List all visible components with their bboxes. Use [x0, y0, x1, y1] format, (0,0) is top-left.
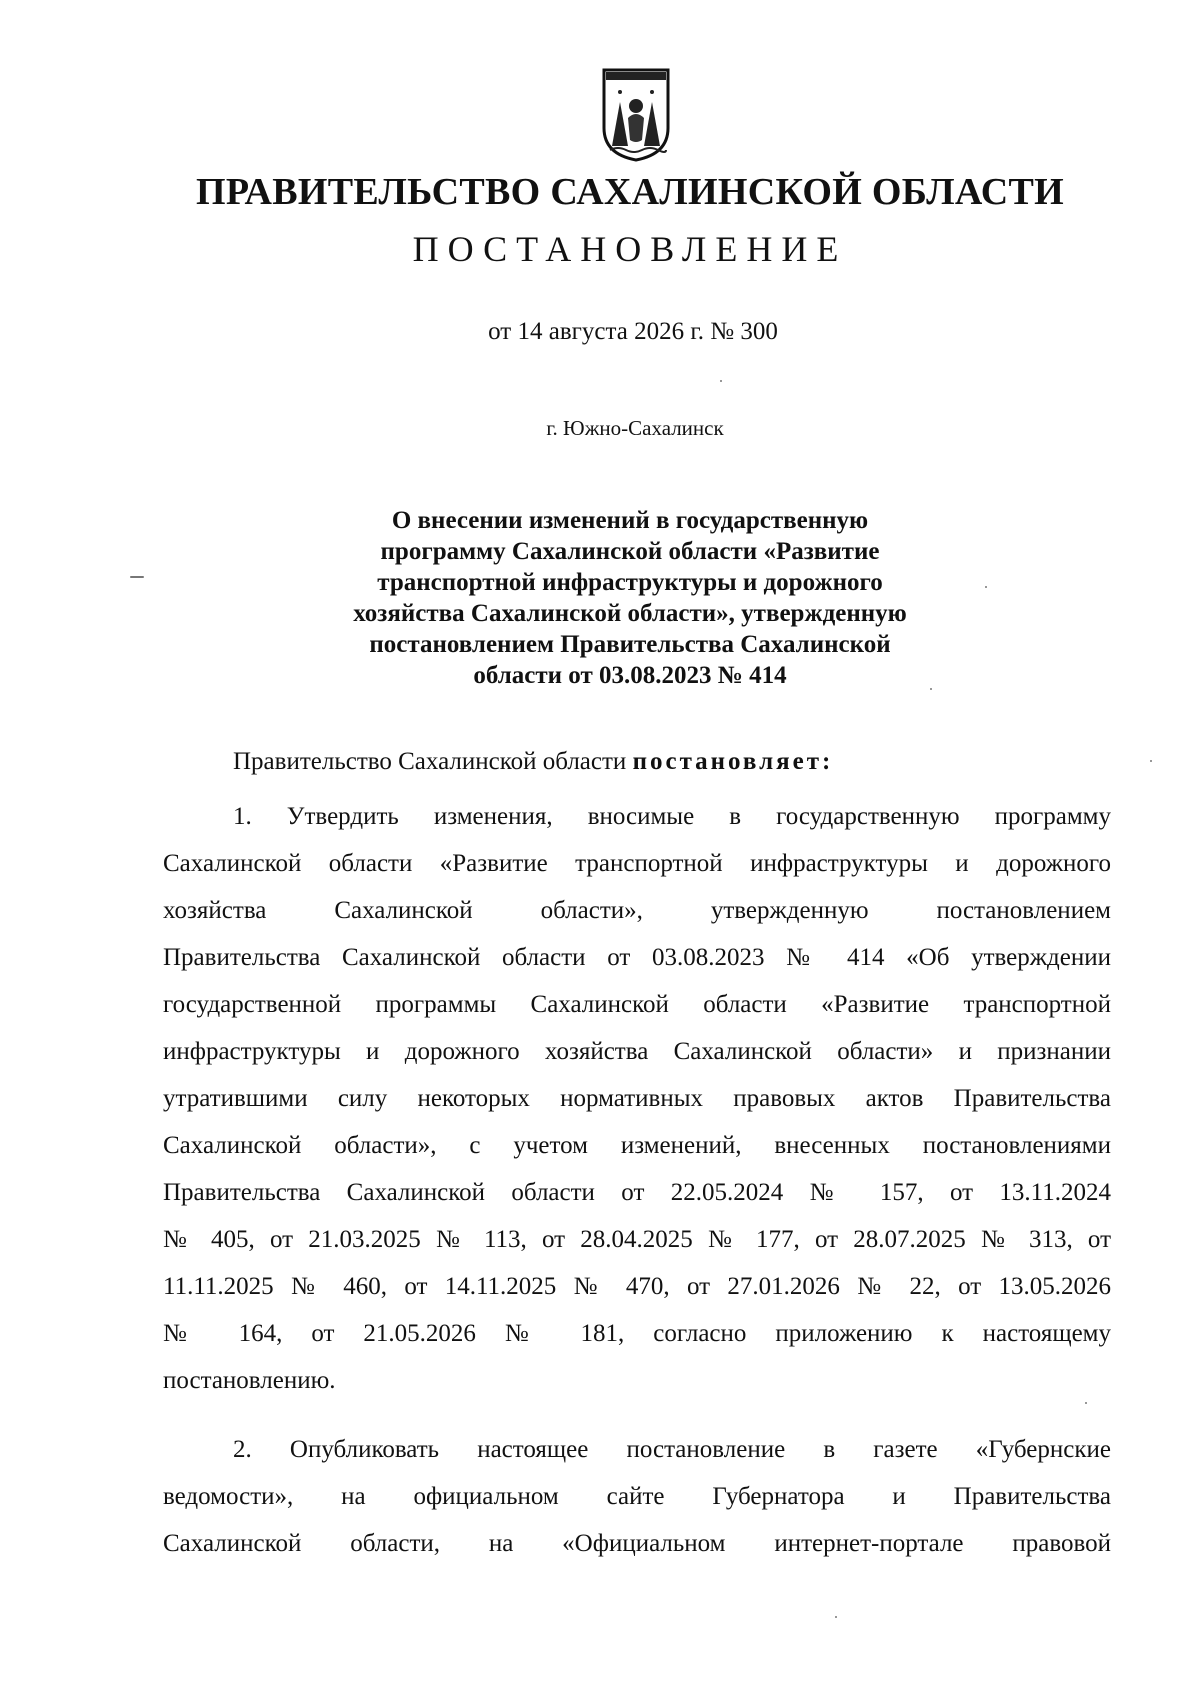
- organization-title: ПРАВИТЕЛЬСТВО САХАЛИНСКОЙ ОБЛАСТИ: [196, 171, 1064, 213]
- scan-speck: [1085, 1402, 1087, 1404]
- paragraph-line: Сахалинской области», с учетом изменений, внесенных постановлениями: [163, 1132, 1111, 1159]
- subject-line: программу Сахалинской области «Развитие: [380, 538, 880, 565]
- paragraph-line: 2. Опубликовать настоящее постановление в газете «Губернские: [233, 1436, 1111, 1463]
- scan-speck: [930, 688, 932, 690]
- scan-speck: [720, 380, 722, 382]
- preamble: [233, 748, 833, 776]
- paragraph-line: хозяйства Сахалинской области», утвержденную постановлением: [163, 897, 1111, 924]
- paragraph-line: Сахалинской области, на «Официальном интернет-портале правовой: [163, 1530, 1111, 1557]
- paragraph-line: № 164, от 21.05.2026 № 181, согласно приложению к настоящему: [163, 1320, 1111, 1347]
- document-place: г. Южно-Сахалинск: [546, 416, 724, 440]
- paragraph-line: постановлению.: [163, 1367, 336, 1394]
- subject-line: области от 03.08.2023 № 414: [473, 662, 787, 689]
- scan-speck: [1150, 760, 1152, 762]
- subject-line: О внесении изменений в государственную: [391, 507, 869, 534]
- document-type-heading: ПОСТАНОВЛЕНИЕ: [412, 229, 848, 269]
- paragraph-line: ведомости», на официальном сайте Губернатора и Правительства: [163, 1483, 1111, 1510]
- paragraph-line: государственной программы Сахалинской области «Развитие транспортной: [163, 991, 1111, 1018]
- paragraph-line: Правительства Сахалинской области от 22.05.2024 № 157, от 13.11.2024: [163, 1179, 1111, 1206]
- paragraph-line: 1. Утвердить изменения, вносимые в государственную программу: [233, 803, 1111, 830]
- paragraph-line: Сахалинской области «Развитие транспортной инфраструктуры и дорожного: [163, 850, 1111, 877]
- subject-line: постановлением Правительства Сахалинской: [369, 631, 891, 658]
- paragraph-line: № 405, от 21.03.2025 № 113, от 28.04.2025 № 177, от 28.07.2025 № 313, от: [163, 1226, 1111, 1253]
- paragraph-1: [163, 793, 1111, 1404]
- preamble-lead: Правительство Сахалинской области: [233, 748, 633, 775]
- document-subject: [280, 505, 980, 691]
- decree-word: постановляет:: [632, 748, 834, 775]
- subject-line: хозяйства Сахалинской области», утвержденную: [353, 600, 907, 627]
- scan-speck: [985, 586, 987, 588]
- paragraph-line: инфраструктуры и дорожного хозяйства Сахалинской области» и признании: [163, 1038, 1111, 1065]
- scan-speck: [130, 576, 144, 578]
- paragraph-line: Правительства Сахалинской области от 03.08.2023 № 414 «Об утверждении: [163, 944, 1111, 971]
- paragraph-2: [163, 1426, 1111, 1567]
- subject-line: транспортной инфраструктуры и дорожного: [377, 569, 883, 596]
- scan-speck: [835, 1616, 837, 1618]
- paragraph-line: 11.11.2025 № 460, от 14.11.2025 № 470, от 27.01.2026 № 22, от 13.05.2026: [163, 1273, 1111, 1300]
- sakhalin-coat-of-arms-icon: [600, 66, 672, 162]
- document-date-number: от 14 августа 2026 г. № 300: [488, 318, 778, 345]
- paragraph-line: утратившими силу некоторых нормативных правовых актов Правительства: [163, 1085, 1111, 1112]
